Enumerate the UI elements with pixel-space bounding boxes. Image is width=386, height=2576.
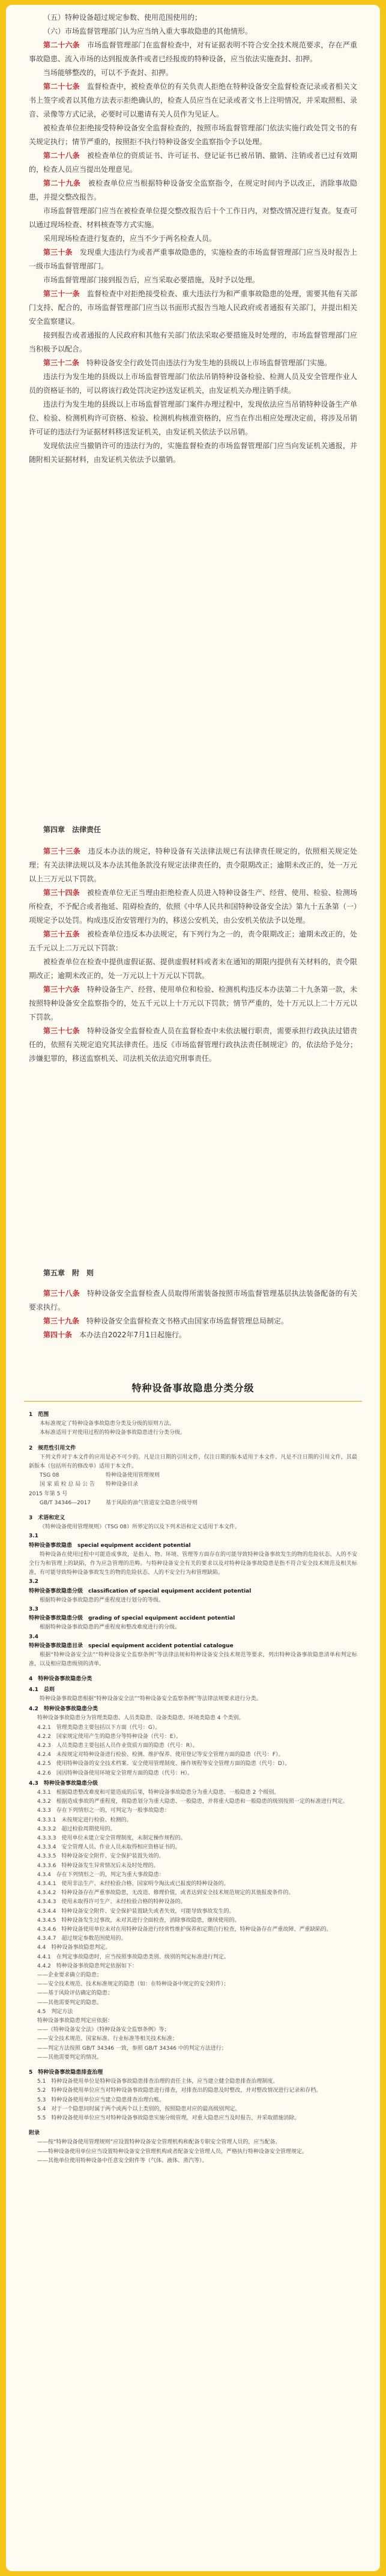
list-item: 5.3 特种设备使用单位应当建立隐患排查治理台账。 [37, 2097, 165, 2103]
section-1-line: 本标准规定了特种设备事故隐患分类及分级的原则方法。 [40, 1421, 175, 1427]
term-name: 特种设备事故隐患分级 grading of special equipment accident potential [29, 1615, 235, 1622]
list-item: ——安全技术规范、技术标准规定的隐患（如：在特种设备中规定的安全附件）； [37, 1981, 229, 1988]
chapter-4-heading [29, 823, 357, 837]
list-item: 4.3.4.2 特种设备存在严重事故隐患，无改造、修理价值，或者达到安全技术规范规定的其他报废条件的。 [37, 1890, 294, 1897]
list-item: 4.3.4.7 超过规定参数范围使用的。 [37, 1936, 127, 1942]
section-4-4-list [29, 1943, 357, 2007]
list-item: 4.3.4.4 特种设备安全附件、安全保护装置缺失或者失效，可能导致事故发生的。 [37, 1908, 235, 1915]
article-paragraph [29, 398, 357, 439]
article-paragraph [29, 439, 357, 467]
articles-group-c [29, 1287, 357, 1342]
article-number: 第二十八条 [43, 151, 80, 160]
article-paragraph [29, 246, 357, 273]
article-text: 监督检查中，被检查单位的有关负责人拒绝在特种设备安全监督检查记录或者相关文书上签字或者以其他方法表示拒绝确认的，检查人员应当在记录或者文书上注明情况，并采取照相、录音、录像等方式记录，必要时可以邀请有关人员作为见证人。 [29, 82, 357, 118]
term-definition: 根据“特种设备安全法”“特种设备安全监察条例”等法律法规和特种设备安全技术规范等要求，列出特种设备事故隐患清单和判定标准，以及相应隐患级别的清单。 [29, 1652, 357, 1668]
list-item: 4.3.3.2 超过检验周期使用的。 [37, 1826, 116, 1832]
article-number: 第三十五条 [43, 930, 80, 938]
article-text: 被检查单位违反本办法规定，有下列行为之一的，责令限期改正；逾期未改正的，处五千元以上二万元以下罚款： [29, 930, 357, 952]
list-item: 4.2.4 未按规定对特种设备进行检验、检测、维护保养、使用登记等安全管理方面的隐患（代号：F）。 [37, 1752, 284, 1758]
articles-group-b [29, 845, 357, 1066]
reference-name: 基于风险的油气管道安全隐患分级导则 [106, 1499, 198, 1506]
article-text: 采用现场检查进行复查的，应当不少于两名检查人员。 [43, 234, 217, 243]
section-5-heading: 5 特种设备事故隐患排查治理 [29, 2070, 103, 2076]
chapter-5-heading [29, 1266, 357, 1280]
article-text: 监督检查中对拒绝接受检查、重大违法行为和严重事故隐患的处理，需要其他有关部门支持、配合的，市场监督管理部门应当以书面形式报告当地人民政府或者通报有关部门，并提出相关安全监察建议。 [29, 290, 357, 326]
article-text: 特种设备安全监督检查人员在监督检查中未依法履行职责，需要承担行政执法过错责任的，依照有关规定追究其法律责任。违反《市场监督管理行政执法责任制规定》的，依法给予处分；涉嫌犯罪的，移送监察机关、司法机关依法追究刑事责任。 [29, 1027, 357, 1063]
article-paragraph [29, 1328, 357, 1342]
list-item: 4.2.1 管理类隐患主要包括以下方面（代号：G）。 [37, 1724, 161, 1731]
term-definition: 特种设备在使用过程中可能造成事故，是指人、物、环境、管理等方面存在的可能导致特种设备事故发生的物的危险状态、人的不安全行为和管理上的缺陷，作为应急管理的范畴。与特种设备安全有关的要求以及对特种设备事故隐患是指不符合安全技术规范及相关标准，有可能导致特种设备事故发生的物的危险状态、人的不安全行为和管理缺陷。 [29, 1551, 357, 1576]
standard-body [29, 1409, 357, 2166]
article-paragraph [29, 149, 357, 177]
term-id: 3.2 [29, 1579, 38, 1585]
list-item: 4.5 判定方法 [37, 2008, 73, 2015]
list-item: ——安全技术规范、国家标准、行业标准等相关技术标准； [37, 2036, 178, 2043]
list-item: 4.3.4.3 使用未取得许可生产、未经检验合格的特种设备的。 [37, 1899, 186, 1906]
article-paragraph [29, 845, 357, 886]
section-2-heading: 2 规范性引用文件 [29, 1445, 76, 1451]
article-paragraph [29, 66, 357, 80]
list-item: ——《特种设备安全法》《特种设备安全监察条例》等； [37, 2027, 170, 2034]
article-paragraph [29, 232, 357, 246]
articles-group-a [29, 38, 357, 467]
article-text: 本办法自2022年7月1日起施行。 [79, 1331, 186, 1339]
list-item: 4.3.4.1 使用非法生产、未经检验合格、国家明令淘汰或已报废的特种设备的。 [37, 1880, 229, 1887]
article-text: 被检查单位在检查中提供虚假证据、提供虚假材料或者未在通知的期限内提供有关材料的，责令限期改正；逾期未改正的，处一万元以上十万元以下罚款。 [29, 958, 357, 980]
item-6: （六）市场监督管理部门认为应当纳入重大事故隐患的其他情形。 [43, 27, 253, 35]
article-paragraph [29, 121, 357, 149]
list-item: 4.3.3.3 使用单位未建立安全管理制度，未制定操作规程的。 [37, 1835, 186, 1841]
article-paragraph [29, 1314, 357, 1328]
article-number: 第三十三条 [43, 847, 81, 855]
article-number: 第四十条 [43, 1331, 73, 1339]
list-item: 4.3.4.6 特种设备使用单位未对在用特种设备进行经常性维护保养和定期自行检查，特种设备存在严重故障、严重缺陷的。 [37, 1926, 332, 1933]
top-items [29, 11, 357, 38]
appendix-list [29, 2138, 357, 2166]
list-item: 4.3.3.5 特种设备安全附件、安全保护装置失效的。 [37, 1853, 164, 1860]
list-item: 4.2.5 使用特种设备的安全技术档案、安全使用管理制度、操作规程等安全管理方面的隐患（代号：D）。 [37, 1761, 291, 1767]
list-item: 特种设备事故隐患分为管理类隐患、人员类隐患、设备类隐患、环境类隐患 4 个类别。 [37, 1715, 244, 1722]
section-4-2-heading: 4.2 特种设备事故隐患分类 [29, 1706, 98, 1713]
article-number: 第三十二条 [43, 359, 80, 367]
article-text: 发现依法应当撤销许可的违法行为的，实施监督检查的市场监督管理部门应当向发证机关通报，并随附相关证据材料，由发证机关依法予以撤销。 [29, 442, 357, 464]
list-item: ——按“特种设备使用管理规则”应设置特种设备安全管理机构和配备专职安全管理人员的，应当配备。 [37, 2139, 281, 2146]
article-text: 违法行为发生地的县级以上市场监督管理部门案件办理过程中，发现依法应当吊销特种设备生产单位、检验、检测机构许可资格、检验、检测机构核准资格的，应当在作出相应处理决定前，将涉及吊销许可证的违法行为证据材料移送发证机关，由发证机关依法予以吊销。 [29, 400, 357, 436]
article-text: 被检查单位无正当理由拒绝检查人员进入特种设备生产、经营、使用、检验、检测场所检查，不予配合或者拖延、阻碍检查的，依照《中华人民共和国特种设备安全法》第九十五条第（一）项规定予以处罚。构成违反治安管理行为的，移送公安机关，由公安机关依法予以处理。 [29, 889, 357, 925]
reference-name: 特种设备目录 [106, 1481, 139, 1488]
term-name: 特种设备事故隐患分级 classification of special equipment accident potential [29, 1588, 252, 1594]
reference-row [29, 1480, 357, 1498]
term-name: 特种设备事故隐患目录 special equipment accident potential catalogue [29, 1642, 234, 1649]
section-1-line: 本标准适用于对使用过程的特种设备事故隐患进行分类分级。 [40, 1430, 186, 1436]
list-item: 4.3.3 存在下列情形之一的，可判定为一般事故隐患： [37, 1808, 170, 1814]
reference-code: GB/T 34346—2017 [40, 1499, 91, 1506]
reference-code: 国家质检总局公告 2015 年第 5 号 [29, 1481, 95, 1497]
list-item: 4.3.3.4 安全管理人员、作业人员未取得相应资格证书的。 [37, 1844, 181, 1851]
article-paragraph [29, 886, 357, 928]
list-item: ——其他单位使用特种设备中任意安全附件等（气体、液体、蒸汽等）。 [37, 2157, 208, 2164]
chapter-4-title: 第四章 法律责任 [43, 825, 101, 834]
article-paragraph [29, 329, 357, 356]
section-1-heading: 1 范围 [29, 1412, 49, 1418]
list-item: ——判定方法按照 GB/T 34346 一致，参照 GB/T 34346 中的判定方法进行； [37, 2045, 227, 2052]
list-item: 4.3.4.5 特种设备发生过事故，未对其进行全面检查，消除事故隐患，继续使用的。 [37, 1917, 240, 1924]
article-number: 第三十四条 [43, 889, 80, 897]
article-number: 第二十六条 [43, 41, 80, 49]
article-text: 特种设备安全行政处罚由违法行为发生地的县级以上市场监督管理部门实施。 [86, 359, 332, 367]
reference-row [29, 1471, 357, 1480]
article-paragraph [29, 1287, 357, 1314]
article-text: 违法行为发生地的县级以上市场监督管理部门依法吊销特种设备检验、检测人员及安全管理作业人员的资格证书的，可以将该行政处罚决定抄送发证机关，由发证机关办理注销手续。 [29, 372, 357, 395]
article-number: 第三十九条 [43, 1317, 80, 1325]
article-text: 违反本办法的规定，特种设备有关法律法规已有法律责任规定的，依照相关规定处理；有关法律法规以及本办法其他条款没有规定法律责任的，责令限期改正；逾期未改正的，处一万元以上三万元以下罚款。 [29, 847, 357, 883]
appendix-heading: 附录 [29, 2130, 40, 2137]
article-text: 发现重大违法行为或者严重事故隐患的，实施检查的市场监督管理部门应当及时报告上一级市场监督管理部门。 [29, 248, 357, 270]
list-item: ——特种设备使用单位应当设置特种设备安全管理机构或者配备安全管理人员，严格执行特种设备安全管理规定。 [37, 2148, 308, 2155]
list-item: 4.4.1 在判定事故隐患时，应当按照事故隐患类别、级别的判定标准进行判定。 [37, 1954, 229, 1960]
reference-name: 特种设备使用管理规则 [106, 1472, 160, 1479]
article-text: 市场监督管理部门应当在被检查单位提交整改报告后十个工作日内，对整改情况进行复查。复查可以通过现场检查、材料核查等方式实施。 [29, 207, 357, 229]
article-text: 特种设备安全监督检查人员取得所需装备按照市场监督管理基层执法装备配备的有关要求执行。 [29, 1289, 357, 1311]
list-item: ——企业要求确立的隐患； [37, 1972, 103, 1978]
item-5: （五）特种设备超过规定参数、使用范围使用的； [43, 13, 202, 22]
article-text: 市场监督管理部门在监督检查中，对有证据表明不符合安全技术规范要求，存在严重事故隐患、流入市场的达到报废条件或者已经报废的特种设备，应当依法实施查封、扣押。 [29, 41, 357, 63]
article-paragraph [29, 204, 357, 232]
list-item: 4.4.2 特种设备事故隐患判定依据如下： [37, 1963, 137, 1969]
article-number: 第三十六条 [43, 985, 80, 994]
article-paragraph [29, 38, 357, 66]
list-item: ——其他需要判定的隐患。 [37, 1999, 103, 2006]
page-card [6, 5, 380, 2571]
section-2-intro: 下列文件对于本文件的应用是必不可少的。凡是注日期的引用文件，仅注日期的版本适用于本文件。凡是不注日期的引用文件，其最新版本（包括所有的修改单）适用于本文件。 [29, 1454, 357, 1470]
list-item: 5.2 特种设备使用单位应当对特种设备事故隐患进行排查，对排查出的隐患及时整改，并对整改情况进行记录和存档。 [37, 2088, 322, 2094]
list-item: 4.3.3.6 特种设备发生异常情况后未及时处理的。 [37, 1862, 159, 1869]
reference-list [29, 1471, 357, 1508]
list-item: 4.2.6 国因特种设备使用环境安全管理方面的隐患（代号：H）。 [37, 1770, 193, 1776]
article-number: 第二十九条 [43, 179, 81, 187]
section-3-heading: 3 术语和定义 [29, 1515, 65, 1522]
list-item: 4.2.3 人员类隐患主要包括人员作业资质方面的隐患（代号：R）。 [37, 1742, 198, 1749]
article-number: 第三十七条 [43, 1027, 80, 1035]
section-4-5-list [29, 2008, 357, 2062]
article-number: 第三十一条 [43, 290, 80, 298]
article-text: 市场监督管理部门接到报告后，应当采取必要措施，及时予以处理。 [43, 276, 260, 284]
list-item: ——基于风险评估确定的隐患； [37, 1990, 113, 1997]
term-id: 3.4 [29, 1633, 38, 1640]
article-text: 特种设备生产、经营、使用单位和检验、检测机构违反本办法第二十九条第一款，未按照特种设备安全监察指令的，处五千元以上十万元以下罚款；情节严重的，处十万元以上二十万元以下罚款。 [29, 985, 357, 1021]
list-item: 4.3.3.1 未按规定进行检验、检测的。 [37, 1817, 132, 1823]
article-paragraph [29, 1024, 357, 1066]
reference-row [29, 1499, 357, 1508]
list-item: 5.5 特种设备使用单位应当对特种设备事故隐患实施分级管理，对重大隐患应当及时报告，并采取措施消除。 [37, 2115, 300, 2122]
article-text: 被检查单位应当根据特种设备安全监察指令，在规定时间内予以改正，消除事故隐患，并提交整改报告。 [29, 179, 357, 201]
chapter-5-title: 第五章 附 则 [43, 1269, 94, 1277]
term-id: 3.3 [29, 1606, 38, 1613]
divider [24, 1401, 362, 1402]
term-id: 3.1 [29, 1533, 38, 1540]
article-text: 被检查单位的资质证书、许可证书、登记证书已被吊销、撤销、注销或者已过有效期的，检查人员应当提出处理意见。 [29, 151, 357, 174]
list-item: 4.2.2 国家规定使用产生的隐患分等特种设备（代号：E）。 [37, 1733, 182, 1740]
article-paragraph [29, 80, 357, 121]
article-number: 第三十条 [43, 248, 73, 257]
term-definition: 根据特种设备事故隐患的严重程度进行划分的等级。 [40, 1597, 164, 1603]
list-item: 5.4 对于一个隐患同时属于两个或两个以上类别的，按照隐患对应的最高级别判定。 [37, 2106, 241, 2112]
article-paragraph [29, 356, 357, 370]
section-5-list [29, 2077, 357, 2123]
article-paragraph [29, 955, 357, 983]
list-item: 4.3.2 根据造成事故的严重程度，将隐患划分为重大隐患、一般隐患，并将重大隐患和一般隐患的级别按照一定的标准进行判定。 [37, 1799, 348, 1805]
section-4-1-heading: 4.1 总则 [29, 1686, 55, 1693]
article-paragraph [29, 370, 357, 398]
section-4-3-list [29, 1788, 357, 1943]
term-list [29, 1532, 357, 1669]
section-4-2-list [29, 1714, 357, 1778]
list-item: 4.3.4 存在下列情形之一的，判定为重大事故隐患： [37, 1871, 164, 1878]
section-3-intro: 《特种设备使用管理规则》（TSG 08）所界定的以及下列术语和定义适用于本文件。 [40, 1524, 240, 1531]
list-item: 5.1 特种设备使用单位是特种设备事故隐患排查治理的责任主体，应当建立健全隐患排查治理制度。 [37, 2079, 279, 2085]
list-item: ——其他需要判定的情况。 [37, 2054, 103, 2061]
list-item: 4.4 特种设备事故隐患判定。 [37, 1945, 111, 1951]
section-4-3-heading: 4.3 特种设备事故隐患分级 [29, 1780, 98, 1787]
article-paragraph [29, 928, 357, 955]
term-name: 特种设备事故隐患 special equipment accident potential [29, 1542, 191, 1549]
term-definition: 根据特种设备事故隐患的严重程度和整改难度进行的分级。 [40, 1624, 181, 1631]
article-paragraph [29, 273, 357, 287]
article-paragraph [29, 287, 357, 329]
list-item: 特种设备事故隐患判定应依据： [37, 2018, 113, 2024]
article-text: 接到报告或者通报的人民政府和其他有关部门依法采取必要措施及时处理的，市场监督管理部门应当积极予以配合。 [29, 331, 357, 353]
article-paragraph [29, 983, 357, 1024]
section-4-heading: 4 特种设备事故隐患分类 [29, 1676, 92, 1683]
section-4-1-text: 特种设备事故隐患根据“特种设备安全法”“特种设备安全监察条例”等法律法规要求进行分类。 [40, 1695, 262, 1702]
article-paragraph [29, 177, 357, 204]
article-text: 特种设备安全监督检查文书格式由国家市场监督管理总局制定。 [86, 1317, 289, 1325]
article-number: 第二十七条 [43, 82, 80, 91]
standard-title: 特种设备事故隐患分类分级 [131, 1382, 255, 1394]
article-number: 第三十八条 [43, 1289, 80, 1298]
article-text: 当场能够整改的，可以不予查封、扣押。 [43, 68, 173, 77]
reference-code: TSG 08 [40, 1472, 59, 1479]
article-text: 被检查单位拒绝接受特种设备安全监督检查的，按照市场监督管理部门依法实施行政处罚文书的有关规定执行；情节严重的，按照拒不执行特种设备安全监察指令予以处理。 [29, 124, 357, 146]
list-item: 4.3.1 根据隐患整改难度和可能造成的后果，特种设备事故隐患分为重大隐患、一般隐患 2 个级别。 [37, 1789, 280, 1796]
